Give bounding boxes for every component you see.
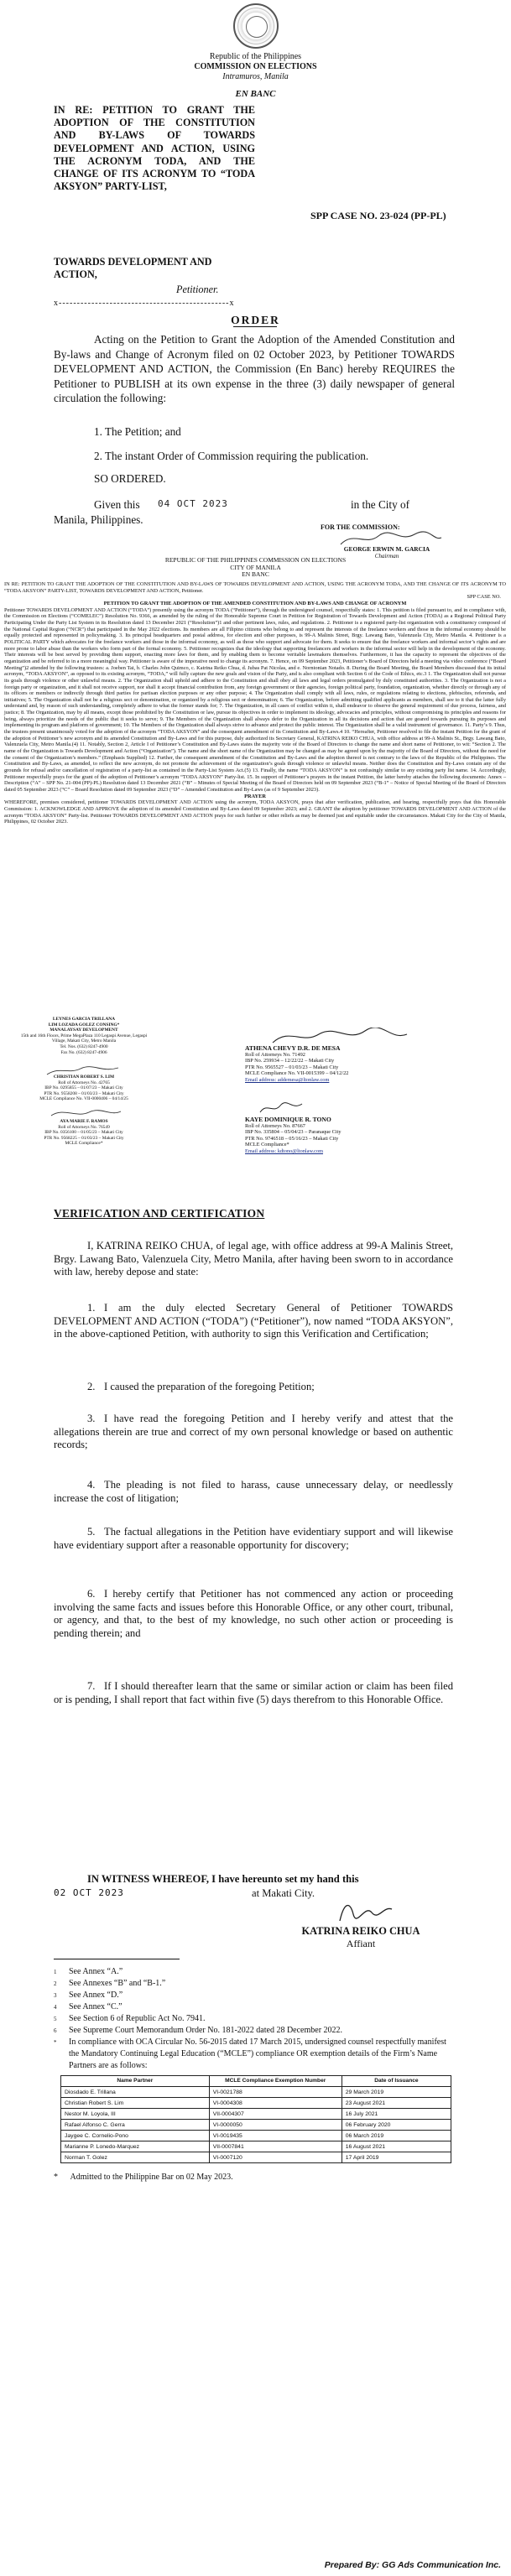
mcle-cell: Christian Robert S. Lim	[61, 2098, 210, 2109]
footnote-number: 5	[54, 2016, 57, 2022]
verification-item-number: 2.	[87, 1381, 96, 1392]
footnote-text: See Annex “C.”	[69, 2002, 123, 2011]
footnote-number: 6	[54, 2027, 57, 2034]
mcle-cell: Marianne P. Lonedo-Marquez	[61, 2141, 210, 2152]
order-paragraph: Acting on the Petition to Grant the Adoption of the Amended Constitution and By-laws and Change of Acronym filed on 02 October 2023, by Petitioner TOWARDS DEVELOPMENT AND ACTION, the Commission (En Banc) hereby REQUIRES the Petitioner to PUBLISH at its own expense in the three (3) daily newspaper of general circulation the following:	[54, 333, 455, 404]
counsel-tono	[245, 1116, 446, 1155]
footnote-text: See Annexes “B” and “B-1.”	[69, 1979, 166, 1988]
pub-prayer-title: PRAYER	[244, 793, 266, 799]
witness-place: at Makati City.	[252, 1887, 315, 1899]
witness-text: IN WITNESS WHEREOF, I have hereunto set my hand this	[87, 1873, 359, 1885]
verification-title: VERIFICATION AND CERTIFICATION	[54, 1207, 265, 1220]
de-mesa-ptr: PTR No. 9565527 – 01/03/23 – Makati City	[245, 1064, 339, 1070]
mcle-row	[61, 2152, 451, 2163]
verification-item-text: If I should thereafter learn that the same or similar action or claim has been filed or is pending, I shall report that fact within five (5) days therefrom to this Honorable Office.	[54, 1680, 453, 1705]
admitted-text: Admitted to the Philippine Bar on 02 May 2023.	[70, 2173, 233, 2182]
mcle-cell: 23 August 2021	[342, 2098, 451, 2109]
mcle-header-number: MCLE Compliance Exemption Number	[209, 2076, 342, 2087]
mcle-row	[61, 2098, 451, 2109]
verification-item-number: 1.	[87, 1302, 96, 1314]
order-title: ORDER	[231, 314, 280, 326]
verification-item-text: The pleading is not filed to harass, cause unnecessary delay, or needlessly increase the cost of litigation;	[54, 1479, 453, 1504]
affiant-name: KATRINA REIKO CHUA	[301, 1925, 420, 1937]
order-item-1: 1. The Petition; and	[94, 425, 181, 438]
pub-case-no: SPP CASE NO.	[467, 594, 501, 601]
verification-item-text: I caused the preparation of the foregoing Petition;	[104, 1381, 315, 1392]
pub-prayer: WHEREFORE, premises considered, petitioner TOWARDS DEVELOPMENT AND ACTION using the acronym, TODA AKSYON, prays that after verification, publication, and hearing, respectfully prays that this Honorable Commission: 1. ACKNOWLEDGE AND APPROVE the adoption of its amended Constitution and By-Laws dated 09 September 2023; and 2. GRANT the adoption by petitioner TOWARDS DEVELOPMENT AND ACTION of the acronym “TODA AKSYON” Party-list. Petitioner TOWARDS DEVELOPMENT AND ACTION prays for such further or other reliefs as may be deemed just and equitable under the circumstances. Makati City for the City of Manila, Philippines, 02 October 2023.	[4, 799, 506, 825]
case-caption: IN RE: PETITION TO GRANT THE ADOPTION OF THE CONSTITUTION AND BY-LAWS OF TOWARDS DEVELOPMENT AND ACTION, USING THE ACRONYM TODA, AND THE CHANGE OF ITS ACRONYM TO “TODA AKSYON” PARTY-LIST,	[54, 104, 255, 193]
de-mesa-name: ATHENA CHEVY D.R. DE MESA	[245, 1044, 341, 1052]
witness-date-stamp: 02 OCT 2023	[54, 1887, 124, 1898]
order-title-rule	[233, 326, 277, 327]
letterhead-republic: Republic of the Philippines	[209, 52, 302, 61]
affiant-role: Affiant	[346, 1938, 376, 1949]
footnote-text: In compliance with OCA Circular No. 56-2015 dated 17 March 2015, undersigned counsel respectfully manifest the Mandatory Continuing Legal Education (“MCLE”) compliance OR exemption details of the Firm’s Name Partners are as follows:	[69, 2037, 446, 2070]
footnote	[54, 2025, 453, 2037]
ramos-ibp: IBP No. 0356100 – 01/05/23 – Makati City	[44, 1130, 123, 1136]
ramos-roll: Roll of Attorneys No. 76549	[58, 1124, 110, 1130]
chairman-name: GEORGE ERWIN M. GARCIA	[343, 545, 430, 553]
tono-roll: Roll of Attorneys No. 87667	[245, 1122, 305, 1129]
en-banc-label: EN BANC	[235, 89, 276, 99]
mcle-cell: VI-0019435	[209, 2131, 342, 2141]
verification-item-text: I am the duly elected Secretary General of Petitioner TOWARDS DEVELOPMENT AND ACTION (“TODA”) (“Petitioner”), now named “TODA AKSYON”, in the above-captioned Petition, with authority to sign this Verification and Certification;	[54, 1302, 453, 1340]
tono-name: KAYE DOMINIQUE R. TONO	[245, 1116, 331, 1123]
footnote	[54, 1966, 453, 1978]
admitted-note	[54, 2173, 233, 2182]
footnote-number: 2	[54, 1980, 57, 1987]
lim-name: CHRISTIAN ROBERT S. LIM	[53, 1075, 115, 1080]
lim-roll: Roll of Attorneys No. 42765	[58, 1080, 110, 1085]
mcle-cell: 06 February 2020	[342, 2120, 451, 2131]
firm-address: 15th and 16th Floors, Prime MegaPlaza 110 Legaspi Avenue, Legaspi Village, Makati City, Metro Manila	[20, 1033, 148, 1044]
verification-item-number: 5.	[87, 1526, 96, 1538]
counsel-ramos	[17, 1119, 151, 1147]
counsel-left-firm	[17, 1017, 151, 1055]
de-mesa-roll: Roll of Attorneys No. 71492	[245, 1051, 305, 1058]
verification-item-text: I hereby certify that Petitioner has not commenced any action or proceeding involving the same facts and issues before this Honorable Office, or any other court, tribunal, or agency, and that, to the best of my knowledge, no such other action or proceeding is pending therein; and	[54, 1588, 453, 1639]
tono-ptr: PTR No. 9746518 – 05/16/23 – Makati City	[245, 1135, 339, 1142]
firm-name-1: LEYNES GARCIA TRILLANA	[52, 1017, 116, 1022]
mcle-cell: VII-0007841	[209, 2141, 342, 2152]
petitioner-role: Petitioner.	[176, 284, 219, 295]
footnote	[54, 2001, 453, 2013]
publication-header	[0, 557, 511, 579]
footnotes	[54, 1966, 453, 2072]
mcle-cell: 29 March 2019	[342, 2087, 451, 2098]
comelec-seal-wrap	[0, 3, 511, 49]
footnote-number: 3	[54, 1992, 57, 1999]
ramos-mcle: MCLE Compliance*	[65, 1141, 103, 1147]
footnote	[54, 2013, 453, 2025]
footnote-text: See Section 6 of Republic Act No. 7941.	[69, 2014, 206, 2023]
pub-title: PETITION TO GRANT THE ADOPTION OF THE AMENDED CONSTITUTION AND BY-LAWS AND CHANGE OF ACRONYM	[103, 600, 407, 606]
given-date-stamp: 04 OCT 2023	[158, 498, 228, 509]
mcle-cell: 17 April 2019	[342, 2152, 451, 2163]
footnote-number: 4	[54, 2004, 57, 2011]
lim-ibp: IBP No. 0295855 – 01/07/23 – Makati City	[44, 1085, 123, 1091]
verification-item-number: 6.	[87, 1588, 96, 1600]
mcle-cell: Rafael Alfonso C. Gerra	[61, 2120, 210, 2131]
verification-item-number: 3.	[87, 1413, 96, 1424]
tono-ibp: IBP No. 335804 – 05/04/23 – Paranaque City	[245, 1129, 342, 1136]
de-mesa-mcle: MCLE Compliance No. VII-0015399 – 04/12/22	[245, 1070, 349, 1077]
publication-block	[4, 581, 506, 825]
mcle-row	[61, 2131, 451, 2141]
counsel-lim	[17, 1075, 151, 1102]
mcle-cell: 06 March 2019	[342, 2131, 451, 2141]
mcle-header-name: Name Partner	[61, 2076, 210, 2087]
ramos-ptr: PTR No. 9568225 – 01/03/23 – Makati City	[44, 1135, 124, 1141]
lim-mcle: MCLE Compliance No. VII-0000406 – 04/14/25	[39, 1096, 128, 1102]
pub-caption: IN RE: PETITION TO GRANT THE ADOPTION OF THE CONSTITUTION AND BY-LAWS OF TOWARDS DEVELOPMENT AND ACTION, USING THE ACRONYM TODA, AND THE CHANGE OF ITS ACRONYM TO “TODA AKSYON” PARTY-LIST, TOWARDS DEVELOPMENT AND ACTION, Petitioner.	[4, 581, 506, 594]
mcle-row	[61, 2109, 451, 2120]
mcle-row	[61, 2141, 451, 2152]
pub-body: Petitioner TOWARDS DEVELOPMENT AND ACTION (“TODA”) presently using the acronym TODA (“Petitioner”), through the undersigned counsel, respectfully states: 1. This petition is filed pursuant to, and in compliance with, the Commission on Elections (“COMELEC”) Resolution No. 9366, as amended by the ruling of the Honorable Supreme Court in Petition for Registration of Towards Development and Action (TODA) as a Regional Political Party Participating Under the Party List System in its Resolution dated 13 December 2021 (“Resolution”)1 and other pertinent laws, rules, and regulations. 2. Petitioner is a registered party-list organization with a constituency composed of the National Capital Region (“NCR”) that participated in the May 2022 elections. Its members are all Filipino citizens who belong to and represent the interests of the freelance workers and those in the informal economy should be equally protected and represented in policymaking. 3. Its principal headquarters and postal address, for election and other purposes, is 99-A Malinis Street, Brgy. Lawang Bato, Valenzuela City, Metro Manila. 4. Petitioner is a POLITICAL PARTY which advocates for the freelance workers and those in the informal economy, as well as those who support and advocate for them. It seeks to ensure that the freelance workers and informal sector’s rights and are more prone to labor abuse than the workers who form part of the formal economy. 5. Petitioner recognizes that the ideology that supporting freelancers and workers in the informal sector will help in the development of the economy. Their interests will be best served by providing them support, enacting more laws for them, and by enabling them to become veritable lawmakers themselves. Furthermore, it has the capacity to represent the objectives of the organization and be referred to in a more meaningful way. Petitioner is aware of the imperative need to change its acronym. 7. Hence, on 09 September 2023, Petitioner’s Board of Directors held a meeting via video conference (“Board Meeting”)2 attended by the following trustees: a. Joeben Tai, b. Charles John Quimco, c. Katrina Reiko Chua, d. Jubas Pat Nicolas, and e. Norntonian Notado. 8. During the Board Meeting, the Board Members discussed that its initial acronym, “TODA AKSYON”, as opposed to its existing acronym, “TODA,” will fully capture the new goals and vision of the Party, and is also compliant with Section 6 of the Code of Ethics, etc.3 1. The Organization shall not pursue its goals through violence or other unlawful means. 2. The Organization shall uphold and adhere to the Constitution and shall obey all laws and legal orders promulgated by duly constituted authorities. 3. The Organization is not a foreign party or organization, and it shall not receive support, nor shall it accept financial contribution from, any foreign government or their agencies, foreign political party, foundation, organization, whether directly or through any of its officers or members or indirectly through third parties for partisan election purposes or any other purpose; 4. The Organization shall comply with all laws, rules, or regulations relating to elections, plebiscites, referenda, and initiatives; 5. The Organization shall not be a religious sect or denomination, or organized by a religious sect or denomination; 6. The Organization, before admitting qualified applicants as members, shall see to it that the latter fully understand and, by reason of such understanding, completely adhere to what the former stands for; 7. The Organization, in all cases of conflict within it, shall endeavor to observe the general requirement of due process, fairness, and justice; 8. The Organization, may by all means, except those prohibited by the Constitution or law, pursue its objectives in order to implement its ideology, advocacies and principles, without compromising its principles and reasons for being, always prioritize the needs of the public that it seeks to serve; 9. The Members of the Organization shall always defer to the Organization in all its decisions and action that are geared towards pursuing its purposes and implementing its program and platform of government; 10. The Members of the Organization shall always strive to advance and protect the public interest. The Organization shall be a valid instrument of governance. 11. Party’s 9. Thus, the trustees present unanimously voted for the adoption of the acronym “TODA AKSYON” and the consequent amendment of its Constitution and By-Laws.4 10. “Hereafter, Petitioner resolved to file the instant Petition for the grant of the adoption of Petitioner’s new acronym and its amended Constitution and By-Laws and for this purpose, duly authorized its Secretary General, KATRINA REIKO CHUA, with office address at 99-A Malinis St., Brgy. Lawang Bato, Valenzuela City, Metro Manila.(4) 11. Notably, Section 2, Article I of Petitioner’s Constitution and By-Laws states the majority vote of the Board of Directors to change the name and short name of Petitioner, to wit: “Section 2. The name of the Organization is Towards Development and Action (“Organization”). The name and the short name of the Organization may be changed as may be agreed upon by the majority of the Board of Directors, without the need for the consent of the Organization’s members.” (Emphasis Supplied) 12. Further, the consequent amendment of the Constitution and By-Laws and the adoption thereof is not contrary to the laws of the Republic of the Philippines. The Constitution and By-Laws, as amended, to reflect the new acronym, do not promote the achievement of the organization’s goals through violence or unlawful means. Neither does the Constitution and By-Laws contain any of the grounds for refusal and/or cancellation of registration of a party-list as contained in the Party-List System Act.(5) 13. Finally, the name “TODA AKSYON” is not confusingly similar to any existing party list name. 14. Accordingly, Petitioner respectfully prays for the grant of the adoption of Petitioner’s acronym “TODA AKSYON” Party-list. 15. In support of Petitioner’s prayers in the instant Petition, the latter hereby attaches the following documents: Annex – Description (“A” – SPP No. 21-004 (PP)-PL) Resolution dated 13 December 2021 (“B” – Minutes of Special Meeting of the Board of Directors held on 09 September 2023 (“B-1” – Notice of Special Meeting of the Board of Directors dated 05 September 2023 (“C” – Board Resolution dated 09 September 2023 (“D” – Amended Constitution and By-Laws (as of 9 September 2023).	[4, 606, 506, 793]
ramos-name: AYA MARIE F. RAMOS	[60, 1119, 108, 1124]
letterhead-city: Intramuros, Manila	[222, 72, 289, 81]
mcle-row	[61, 2120, 451, 2131]
verification-item-text: The factual allegations in the Petition have evidentiary support and will likewise have evidentiary support after a reasonable opportunity for discovery;	[54, 1526, 453, 1551]
footnote	[54, 1978, 453, 1990]
prepared-by: Prepared By: GG Ads Communication Inc.	[324, 2560, 501, 2570]
pub-header-3: EN BANC	[242, 570, 269, 579]
verification-item	[54, 1526, 453, 1552]
letterhead-commission: COMMISSION ON ELECTIONS	[194, 62, 317, 71]
mcle-cell: VI-0007120	[209, 2152, 342, 2163]
footnote-number: 1	[54, 1969, 57, 1975]
footnote-text: See Annex “A.”	[69, 1967, 123, 1976]
comelec-seal-icon	[233, 3, 279, 49]
verification-item-text: I have read the foregoing Petition and I hereby verify and attest that the allegations therein are true and correct of my own personal knowledge or based on authentic records;	[54, 1413, 453, 1451]
lim-ptr: PTR No. 9558208 – 01/03/23 – Makati City	[44, 1090, 124, 1096]
footnote	[54, 1990, 453, 2001]
firm-fax: Fax No. (632) 8247-4906	[60, 1049, 107, 1055]
verification-item-number: 4.	[87, 1479, 96, 1491]
de-mesa-email[interactable]: Email address: addemesa@ltonlaw.com	[245, 1076, 330, 1083]
pub-header-2: CITY OF MANILA	[230, 563, 281, 571]
caption-rule: x-----------------------------------------------x	[54, 299, 235, 308]
counsel-de-mesa	[245, 1045, 446, 1084]
mcle-cell: VII-0004307	[209, 2109, 342, 2120]
so-ordered: SO ORDERED.	[94, 472, 166, 485]
pub-header-1: REPUBLIC OF THE PHILIPPINES COMMISSION ON ELECTIONS	[164, 556, 347, 564]
case-number: SPP CASE NO. 23-024 (PP-PL)	[310, 210, 446, 221]
affiant-signature	[298, 1897, 424, 1928]
mcle-cell: Diosdado E. Trillana	[61, 2087, 210, 2098]
order-item-2: 2. The instant Order of Commission requiring the publication.	[94, 450, 369, 462]
footnote-text: See Annex “D.”	[69, 1991, 123, 2000]
mcle-table-wrap	[60, 2075, 451, 2163]
mcle-cell: VI-0000050	[209, 2120, 342, 2131]
admitted-asterisk: *	[54, 2173, 58, 2182]
firm-name-2: LIM LOZADA GOLEZ CONSING*	[48, 1022, 120, 1028]
mcle-header-date: Date of Issuance	[342, 2076, 451, 2087]
for-commission: FOR THE COMMISSION:	[321, 523, 400, 531]
footnote	[54, 2037, 453, 2072]
verification-item	[54, 1413, 453, 1452]
given-text-b: in the City of	[351, 498, 409, 511]
footnote-number: *	[54, 2039, 57, 2046]
mcle-cell: Norman T. Golez	[61, 2152, 210, 2163]
given-text-a: Given this	[94, 498, 140, 511]
tono-mcle: MCLE Compliance*	[245, 1142, 289, 1148]
tono-email[interactable]: Email address: kdtono@ltonlaw.com	[245, 1147, 324, 1154]
verification-item	[54, 1479, 453, 1505]
mcle-cell: VI-0021788	[209, 2087, 342, 2098]
de-mesa-ibp: IBP No. 259934 – 12/22/22 – Makati City	[245, 1058, 335, 1064]
mcle-cell: Jaygee C. Cornelio-Pono	[61, 2131, 210, 2141]
verification-item	[54, 1680, 453, 1706]
footnote-text: See Supreme Court Memorandum Order No. 181-2022 dated 28 December 2022.	[69, 2026, 343, 2035]
verification-item	[54, 1588, 453, 1640]
mcle-cell: VI-0004308	[209, 2098, 342, 2109]
verification-item	[54, 1381, 453, 1394]
firm-name-3: MANALAYSAY DEVELOPMENT	[50, 1028, 118, 1033]
given-text-c: Manila, Philippines.	[54, 513, 143, 526]
chairman-title: Chairman	[374, 553, 399, 559]
firm-tel: Tel. Nos. (632) 8247-4900	[60, 1043, 108, 1049]
verification-item-number: 7.	[87, 1680, 96, 1692]
verification-intro: I, KATRINA REIKO CHUA, of legal age, with office address at 99-A Malinis Street, Brgy. Lawang Bato, Valenzuela City, Metro Manila, after having been sworn to in accordance with law, hereby depose and state:	[54, 1240, 453, 1278]
mcle-cell: 16 August 2021	[342, 2141, 451, 2152]
petitioner-name: TOWARDS DEVELOPMENT AND ACTION,	[54, 256, 212, 281]
mcle-row	[61, 2087, 451, 2098]
witness-line	[87, 1873, 453, 1886]
mcle-cell: 16 July 2021	[342, 2109, 451, 2120]
verification-item	[54, 1302, 453, 1341]
mcle-header-row	[61, 2076, 451, 2087]
mcle-cell: Nestor M. Loyola, III	[61, 2109, 210, 2120]
mcle-table	[60, 2075, 451, 2163]
letterhead	[0, 52, 511, 82]
